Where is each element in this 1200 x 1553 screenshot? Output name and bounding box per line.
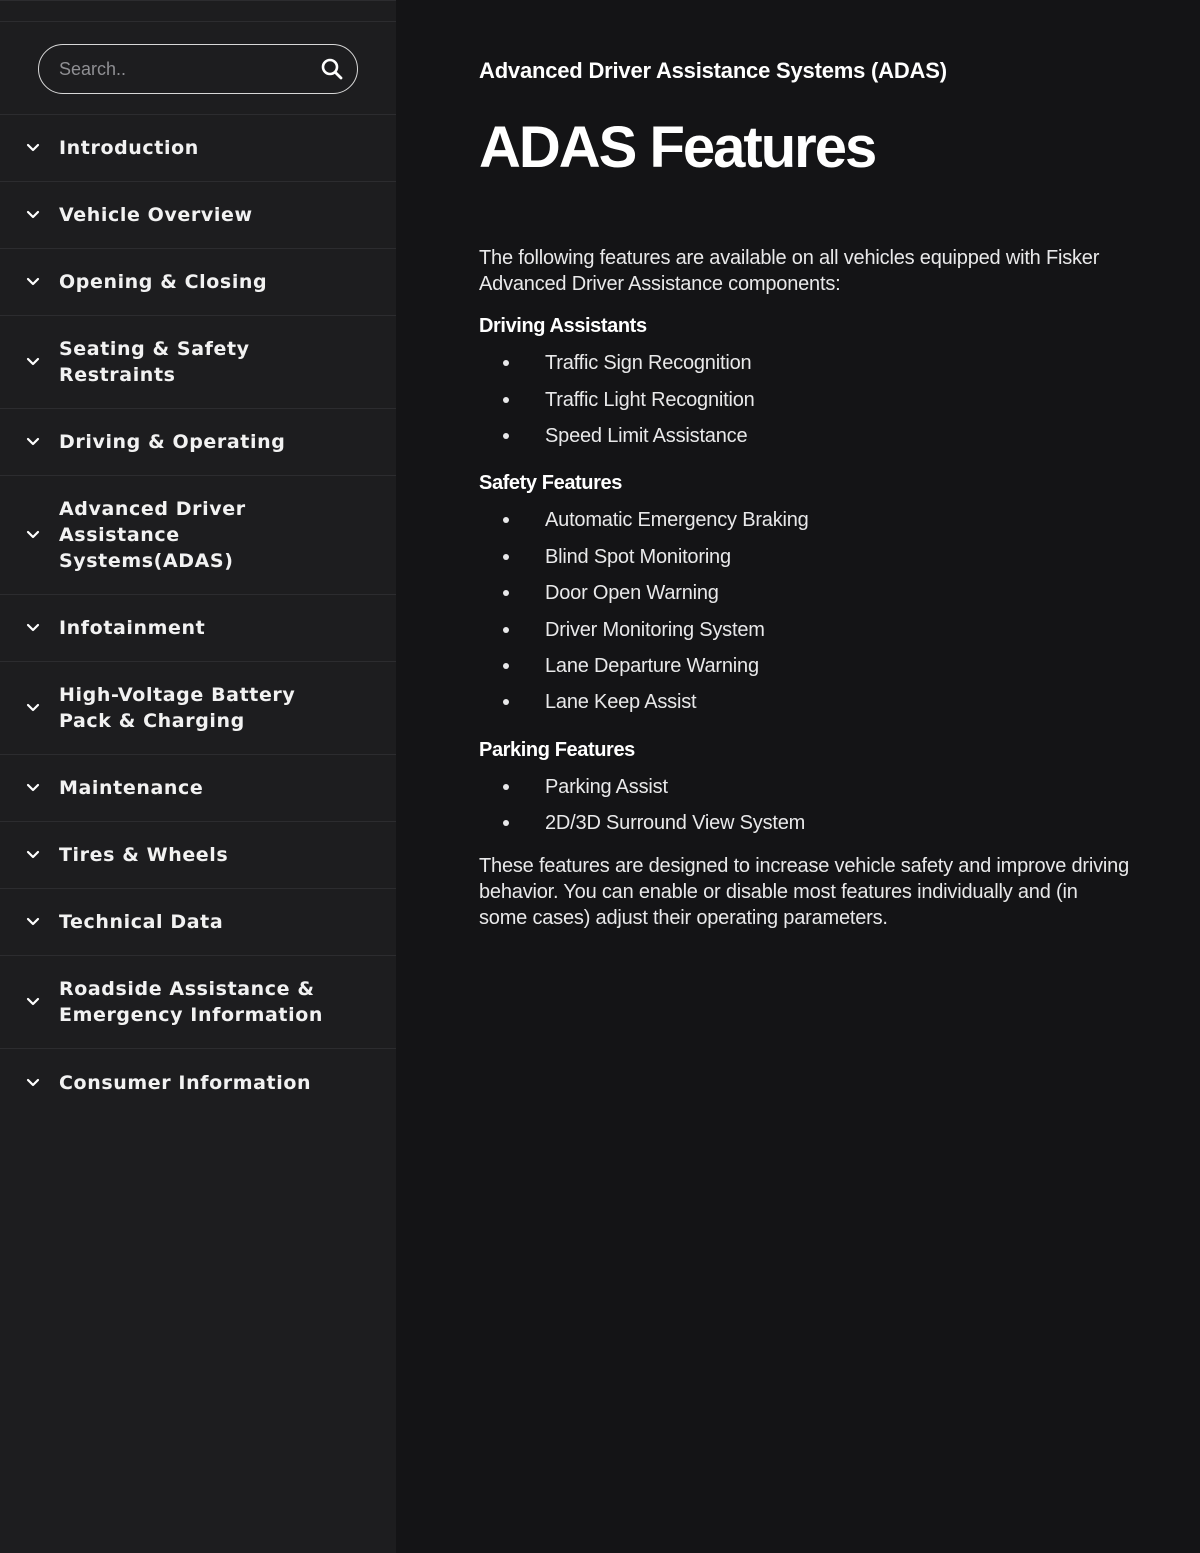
- chevron-down-icon: [24, 139, 42, 157]
- list-item: [479, 502, 1140, 538]
- search-box[interactable]: [38, 44, 358, 94]
- feature-list-driving-assistants: [479, 345, 1140, 454]
- chevron-down-icon: [24, 526, 42, 544]
- sidebar-nav: [0, 115, 396, 1116]
- chevron-down-icon: [24, 779, 42, 797]
- sidebar-item-label: Tires & Wheels: [59, 844, 229, 866]
- sidebar-item-label: High-Voltage Battery Pack & Charging: [59, 684, 296, 732]
- sidebar-item-tires-wheels[interactable]: [0, 822, 396, 889]
- list-item: [479, 539, 1140, 575]
- sidebar-item-introduction[interactable]: [0, 115, 396, 182]
- sidebar-item-label: Consumer Information: [59, 1071, 312, 1094]
- bullet-icon: [503, 627, 509, 633]
- chevron-down-icon: [24, 1074, 42, 1092]
- list-item: [479, 684, 1140, 720]
- sidebar-item-label: Vehicle Overview: [59, 204, 253, 226]
- list-item-text: Driver Monitoring System: [545, 618, 765, 641]
- sidebar-item-roadside-assistance[interactable]: [0, 956, 396, 1049]
- chevron-down-icon: [24, 273, 42, 291]
- list-item-text: Speed Limit Assistance: [545, 424, 748, 447]
- sidebar-item-driving-operating[interactable]: [0, 409, 396, 476]
- sidebar-item-label: Advanced Driver Assistance Systems(ADAS): [59, 498, 246, 572]
- list-item-text: Door Open Warning: [545, 582, 719, 605]
- bullet-icon: [503, 360, 509, 366]
- bullet-icon: [503, 699, 509, 705]
- sidebar-item-label: Technical Data: [59, 911, 224, 933]
- list-item: [479, 805, 1140, 841]
- chevron-down-icon: [24, 913, 42, 931]
- bullet-icon: [503, 397, 509, 403]
- chevron-down-icon: [24, 353, 42, 371]
- section-breadcrumb: Advanced Driver Assistance Systems (ADAS): [479, 58, 947, 83]
- list-item-text: Parking Assist: [545, 775, 668, 798]
- sidebar-item-seating-safety[interactable]: [0, 316, 396, 409]
- chevron-down-icon: [24, 993, 42, 1011]
- list-item: [479, 381, 1140, 417]
- sidebar: [0, 0, 396, 1553]
- sidebar-item-technical-data[interactable]: [0, 889, 396, 956]
- bullet-icon: [503, 517, 509, 523]
- intro-paragraph: The following features are available on all vehicles equipped with Fisker Advanced Driver Assistance components:: [479, 247, 1100, 295]
- list-item-text: Automatic Emergency Braking: [545, 509, 809, 532]
- list-item-text: Traffic Sign Recognition: [545, 352, 752, 375]
- section-heading-parking-features: Parking Features: [479, 738, 635, 761]
- list-item-text: Lane Keep Assist: [545, 691, 697, 714]
- sidebar-item-vehicle-overview[interactable]: [0, 182, 396, 249]
- bullet-icon: [503, 663, 509, 669]
- page-title: ADAS Features: [479, 115, 876, 180]
- search-area: [0, 21, 396, 115]
- bullet-icon: [503, 784, 509, 790]
- sidebar-item-label: Maintenance: [59, 777, 204, 799]
- bullet-icon: [503, 590, 509, 596]
- chevron-down-icon: [24, 846, 42, 864]
- sidebar-item-opening-closing[interactable]: [0, 249, 396, 316]
- feature-list-parking-features: [479, 769, 1140, 842]
- list-item: [479, 769, 1140, 805]
- feature-list-safety-features: [479, 502, 1140, 720]
- chevron-down-icon: [24, 619, 42, 637]
- list-item: [479, 345, 1140, 381]
- search-icon[interactable]: [319, 56, 345, 82]
- sidebar-item-consumer-information[interactable]: [0, 1049, 396, 1116]
- sidebar-item-infotainment[interactable]: [0, 595, 396, 662]
- sidebar-item-adas[interactable]: [0, 476, 396, 595]
- chevron-down-icon: [24, 206, 42, 224]
- bullet-icon: [503, 820, 509, 826]
- sidebar-item-label: Driving & Operating: [59, 431, 286, 453]
- chevron-down-icon: [24, 699, 42, 717]
- list-item-text: Traffic Light Recognition: [545, 388, 755, 411]
- list-item: [479, 611, 1140, 647]
- chevron-down-icon: [24, 433, 42, 451]
- search-input[interactable]: [57, 58, 319, 81]
- list-item-text: Lane Departure Warning: [545, 654, 759, 677]
- bullet-icon: [503, 433, 509, 439]
- bullet-icon: [503, 554, 509, 560]
- main-content: [396, 0, 1200, 1553]
- list-item-text: 2D/3D Surround View System: [545, 812, 806, 835]
- sidebar-item-label: Introduction: [59, 137, 199, 159]
- section-heading-driving-assistants: Driving Assistants: [479, 315, 647, 337]
- list-item: [479, 418, 1140, 454]
- sidebar-item-label: Seating & Safety Restraints: [59, 338, 250, 386]
- sidebar-item-maintenance[interactable]: [0, 755, 396, 822]
- list-item: [479, 648, 1140, 684]
- sidebar-item-label: Infotainment: [59, 617, 206, 639]
- sidebar-item-battery-charging[interactable]: [0, 662, 396, 755]
- list-item-text: Blind Spot Monitoring: [545, 545, 731, 568]
- list-item: [479, 575, 1140, 611]
- sidebar-item-label: Roadside Assistance & Emergency Information: [59, 978, 323, 1026]
- outro-paragraph: These features are designed to increase vehicle safety and improve driving behavior. You can enable or disable most features individually and (in some cases) adjust their operating parameters.: [479, 855, 1130, 930]
- section-heading-safety-features: Safety Features: [479, 472, 622, 495]
- sidebar-item-label: Opening & Closing: [59, 271, 268, 293]
